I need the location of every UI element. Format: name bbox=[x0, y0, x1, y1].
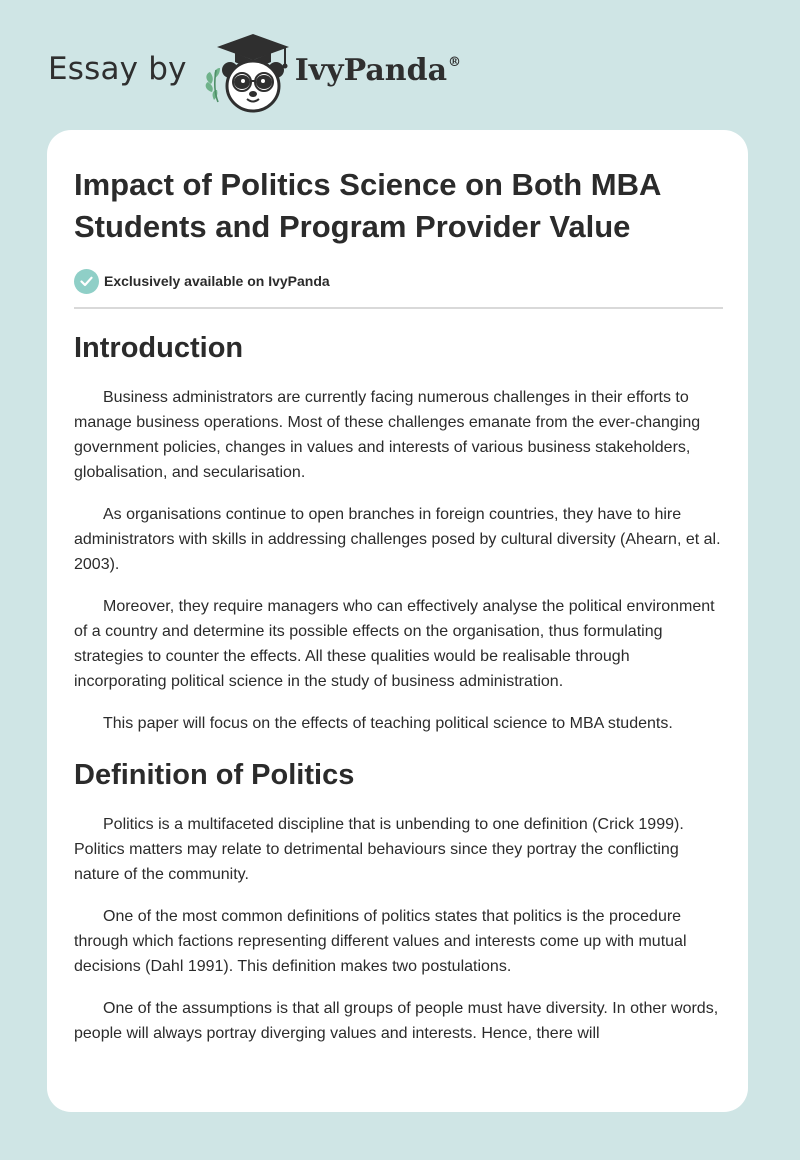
section-heading: Introduction bbox=[74, 332, 244, 364]
section-heading: Definition of Politics bbox=[74, 759, 355, 791]
section-definition-of-politics bbox=[74, 756, 724, 1046]
brand-wordmark: IvyPanda bbox=[294, 52, 448, 88]
paragraph: Politics is a multifaceted discipline that is unbending to one definition (Crick 1999). Politics matters may relate to detrimental behaviours since they portray the conflicting nature of the community. bbox=[74, 816, 684, 883]
registered-mark: ® bbox=[448, 54, 462, 70]
check-circle-icon bbox=[74, 269, 99, 294]
essay-title bbox=[74, 164, 724, 248]
exclusive-label: Exclusively available on IvyPanda bbox=[104, 273, 330, 289]
essay-content bbox=[74, 164, 724, 1046]
paragraph: This paper will focus on the effects of teaching political science to MBA students. bbox=[103, 715, 673, 732]
section-introduction bbox=[74, 329, 724, 736]
paragraph: Moreover, they require managers who can effectively analyse the political environment of a country and determine its possible effects on the organisation, thus formulating strategies to counter the effects. All these qualities would be realisable through incorporating political science in the study of business administration. bbox=[74, 598, 715, 690]
exclusive-badge bbox=[74, 268, 724, 294]
paragraph: One of the most common definitions of politics states that politics is the procedure through which factions representing different values and interests come up with mutual decisions (Dahl 1991). This definition makes two postulations. bbox=[74, 908, 687, 975]
paragraph: As organisations continue to open branches in foreign countries, they have to hire administrators with skills in addressing challenges posed by cultural diversity (Ahearn, et al. 2003). bbox=[74, 506, 721, 573]
essay-card bbox=[47, 130, 748, 1112]
paragraph: Business administrators are currently facing numerous challenges in their efforts to manage business operations. Most of these challenges emanate from the ever-changing government policies, changes in values and interests of various business stakeholders, globalisation, and secularisation. bbox=[74, 389, 701, 481]
site-header bbox=[48, 30, 461, 116]
paragraph: One of the assumptions is that all groups of people must have diversity. In other words, people will always portray diverging values and interests. Hence, there will bbox=[74, 1000, 719, 1042]
title-line-2: Students and Program Provider Value bbox=[74, 209, 631, 244]
panda-logo-icon[interactable] bbox=[201, 30, 293, 116]
essay-by-label: Essay by bbox=[48, 51, 187, 87]
divider bbox=[74, 307, 723, 309]
title-line-1: Impact of Politics Science on Both MBA bbox=[74, 167, 662, 202]
brand-name[interactable] bbox=[295, 53, 461, 88]
